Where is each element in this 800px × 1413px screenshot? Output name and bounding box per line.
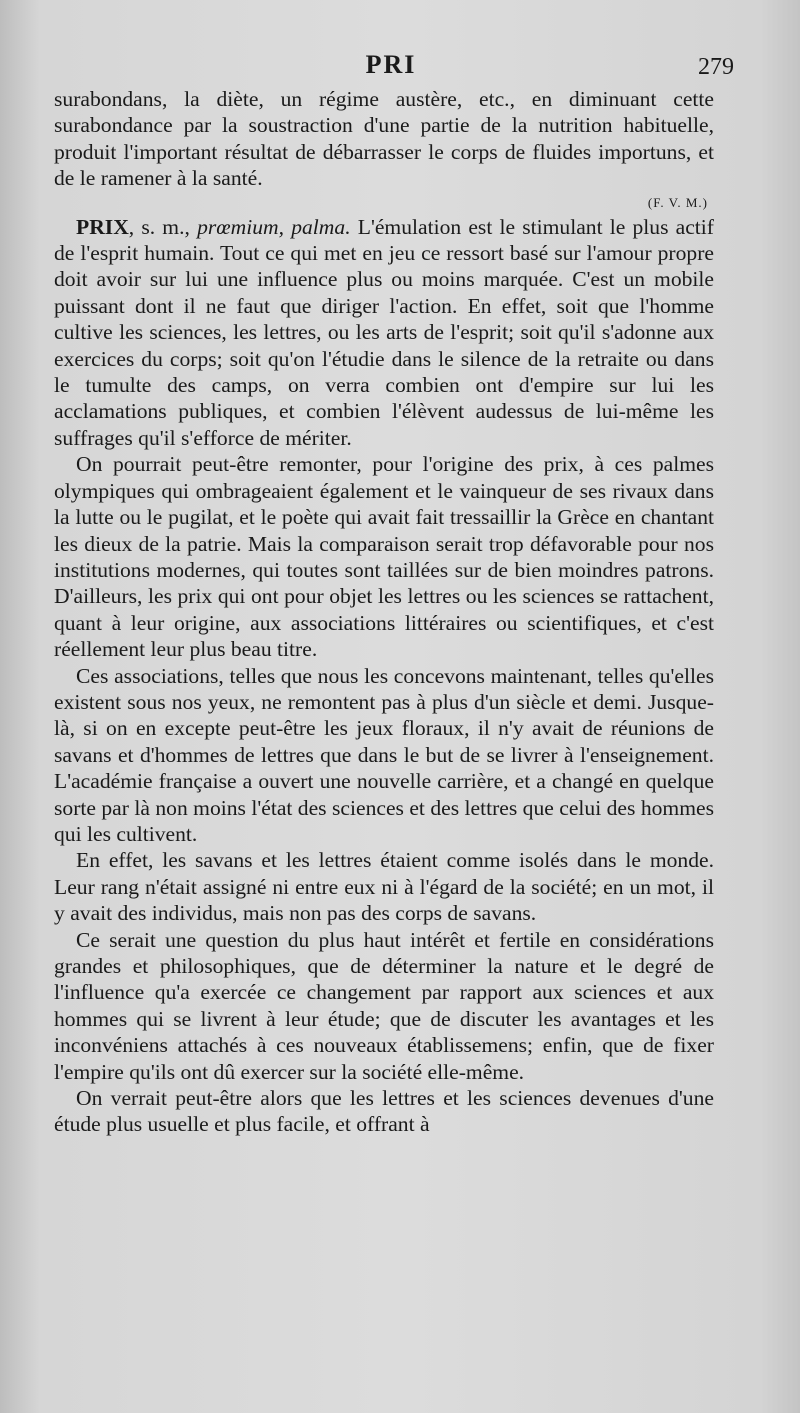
entry-paragraph xyxy=(54,214,714,452)
continuation-paragraph: surabondans, la diète, un régime austère, etc., en diminuant cette surabondance par la soustraction d'une partie de la nutrition habituelle, produit l'important résultat de débarrasser le corps de fluides importuns, et de le ramener à la santé. xyxy=(54,87,714,191)
entry-intro: L'émulation est le stimulant le plus actif de l'esprit humain. Tout ce qui met en jeu ce ressort basé sur l'amour propre doit avoir sur lui une influence plus ou moins marquée. C'est un mobile puissant dont il ne faut que diriger l'action. En effet, soit que l'homme cultive les sciences, les lettres, ou les arts de l'esprit; soit qu'il s'adonne aux exercices du corps; soit qu'on l'étudie dans le silence de la retraite ou dans le tumulte des camps, on verra combien ont d'empire sur lui les acclamations publiques, et combien l'élèvent audessus de lui-même les suffrages qu'il s'efforce de mériter. xyxy=(54,214,714,450)
paragraph-question: Ce serait une question du plus haut intérêt et fertile en considérations grandes et philosophiques, que de déterminer la nature et le degré de l'influence qu'a exercée ce changement par rapport aux sciences et aux hommes qui se livrent à leur étude; que de discuter les avantages et les inconvéniens attachés à ces nouveaux établissemens; enfin, que de fixer l'empire qu'ils ont dû exercer sur la société elle-même. xyxy=(54,927,714,1084)
author-signature: (F. V. M.) xyxy=(647,194,708,210)
page-number: 279 xyxy=(698,54,734,80)
paragraph-origin: On pourrait peut-être remonter, pour l'origine des prix, à ces palmes olympiques qui ombrageaient également et le vainqueur de ses rivaux dans la lutte ou le pugilat, et le poète qui avait fait tressaillir la Grèce en chantant les dieux de la patrie. Mais la comparaison serait trop défavorable pour nos institutions modernes, qui toutes sont taillées sur de bien moindres patrons. D'ailleurs, les prix qui ont pour objet les lettres ou les sciences se rattachent, quant à leur origine, aux associations littéraires ou scientifiques, et c'est réellement leur plus beau titre. xyxy=(54,452,714,662)
entry-headword: PRIX xyxy=(76,214,129,239)
page-header xyxy=(52,50,734,84)
entry-grammar: , s. m., xyxy=(128,214,198,239)
paragraph-isolation: En effet, les savans et les lettres étaient comme isolés dans le monde. Leur rang n'était assigné ni entre eux ni à l'égard de la société; en un mot, il y avait des individus, mais non pas des corps de savans. xyxy=(54,848,714,926)
paragraph-conclusion: On verrait peut-être alors que les lettres et les sciences devenues d'une étude plus usuelle et plus facile, et offrant à xyxy=(54,1086,714,1137)
paragraph-associations: Ces associations, telles que nous les concevons maintenant, telles qu'elles existent sous nos yeux, ne remontent pas à plus d'un siècle et demi. Jusque-là, si on en excepte peut-être les jeux floraux, il n'y avait de réunions de savans et d'hommes de lettres que dans le but de se livrer à l'enseignement. L'académie française a ouvert une nouvelle carrière, et a changé en quelque sorte par là non moins l'état des sciences et des lettres que celui des hommes qui les cultivent. xyxy=(54,663,714,846)
body-text xyxy=(54,86,714,1138)
running-head: PRI xyxy=(365,50,417,79)
entry-latin-term: prœmium, palma. xyxy=(197,214,351,239)
